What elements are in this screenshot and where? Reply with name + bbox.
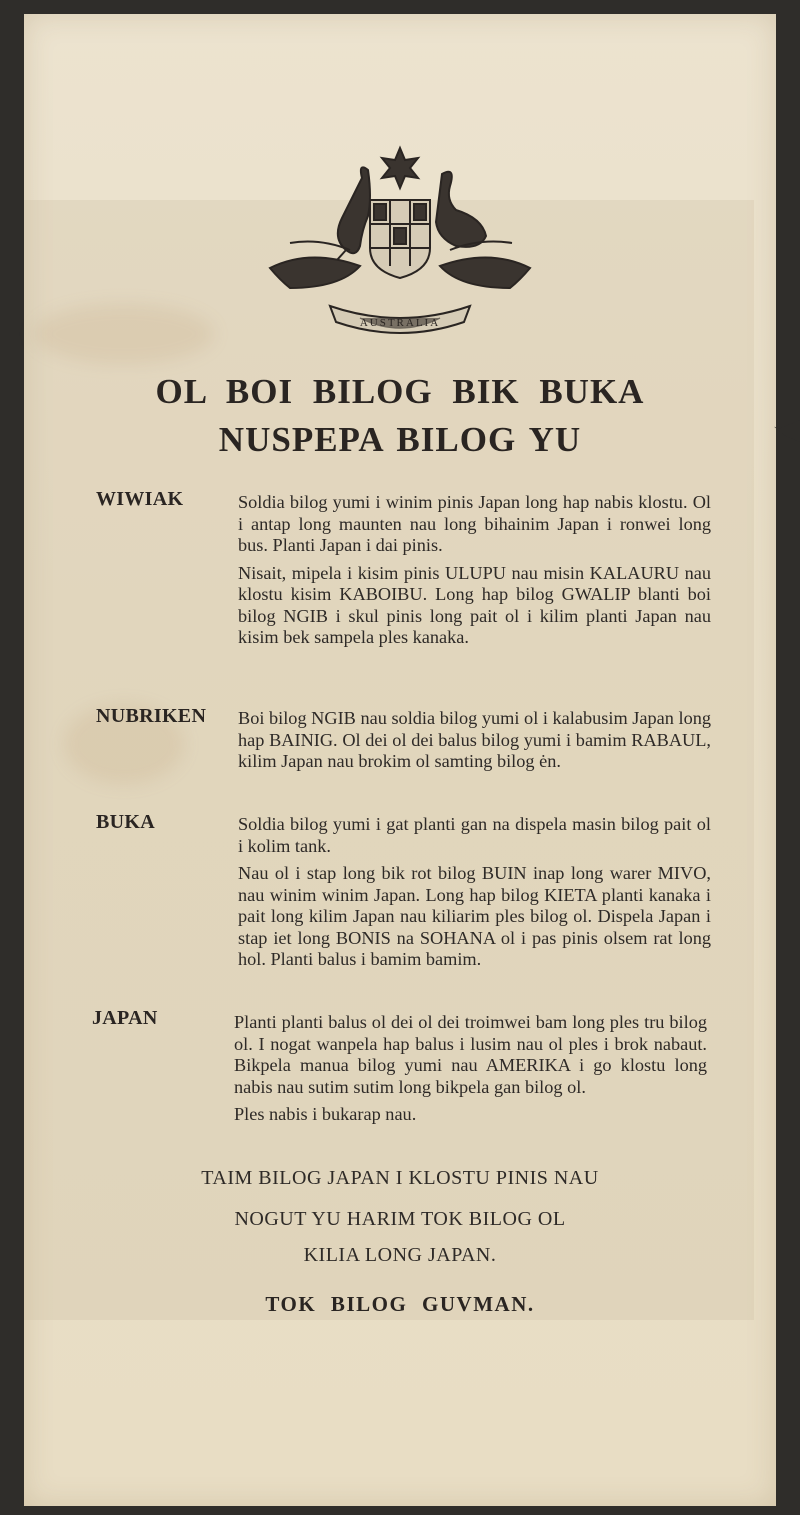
crest-motto-text: AUSTRALIA — [359, 317, 441, 329]
section-label: WIWIAK — [96, 488, 184, 510]
section-body — [238, 814, 711, 977]
section-paragraph: Soldia bilog yumi i winim pinis Japan long hap nabis klostu. Ol i antap long maunten nau long bihainim Japan i ronwei long bus. Planti Japan i dai pinis. — [238, 492, 711, 555]
section-paragraph: Planti planti balus ol dei ol dei troimwei bam long ples tru bilog ol. I nogat wanpela hap balus i lusim nau ol ples i brok nabaut. Bikpela manua bilog yumi nau AMERIKA i go klostu long nabis nau sutim sutim long bikpela gan bilog ol. — [234, 1012, 707, 1097]
section-label: JAPAN — [92, 1007, 158, 1029]
headline-line-2: NUSPEPA BILOG YU — [218, 420, 582, 459]
australian-coat-of-arms-emblem — [250, 138, 550, 353]
closing-line-1: TAIM BILOG JAPAN I KLOSTU PINIS NAU — [201, 1167, 599, 1189]
closing-line-2: NOGUT YU HARIM TOK BILOG OL — [234, 1208, 566, 1230]
section-paragraph: Soldia bilog yumi i gat planti gan na dispela masin bilog pait ol i kolim tank. — [238, 814, 711, 856]
section-paragraph: Nau ol i stap long bik rot bilog BUIN inap long warer MIVO, nau winim winim Japan. Long hap bilog KIETA planti kanaka i pait long kilim Japan nau kiliarim ples bilog ol. Dispela Japan i stap iet long BONIS na SOHANA ol i pas pinis olsem rat long hol. Planti balus i bamim bamim. — [238, 863, 711, 969]
section-body — [238, 492, 711, 655]
section-label: NUBRIKEN — [96, 705, 207, 727]
section-paragraph: Nisait, mipela i kisim pinis ULUPU nau misin KALAURU nau klostu kisim KABOIBU. Long hap bilog GWALIP blanti boi bilog NGIB i skul pinis long pait ol i kilim planti Japan nau kisim bek sampela ples kanaka. — [238, 562, 711, 647]
coat-of-arms — [0, 138, 800, 353]
closing-line-3: KILIA LONG JAPAN. — [303, 1244, 497, 1266]
section-body — [234, 1012, 707, 1132]
section-paragraph: Ples nabis i bukarap nau. — [234, 1104, 417, 1124]
section-paragraph: Boi bilog NGIB nau soldia bilog yumi ol i kalabusim Japan long hap BAINIG. Ol dei ol dei balus bilog yumi i bamim RABAUL, kilim Japan nau brokim ol samting bilog ėn. — [238, 708, 711, 771]
section-label: BUKA — [96, 811, 155, 833]
headline-line-1: OL BOI BILOG BIK BUKA — [155, 372, 645, 411]
section-body — [238, 708, 711, 779]
signature: TOK BILOG GUVMAN. — [265, 1292, 535, 1316]
